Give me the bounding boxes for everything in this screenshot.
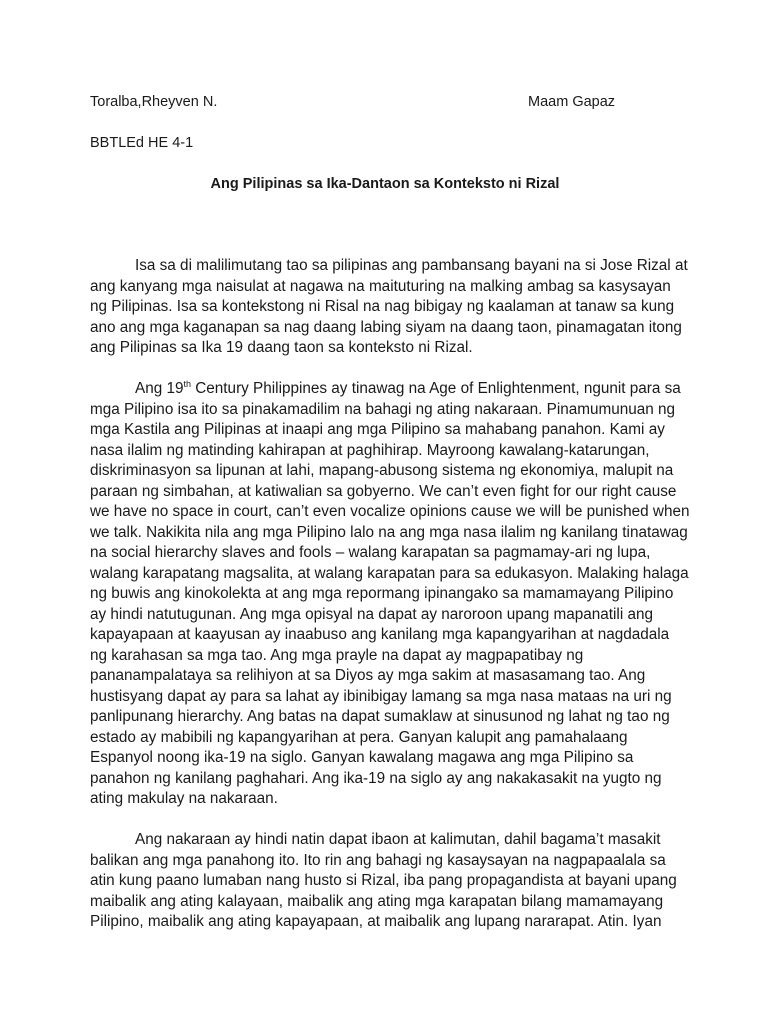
author-name: Toralba,Rheyven N. [90,94,218,110]
course-section: BBTLEd HE 4-1 [90,135,194,151]
paragraph-2-start: Ang 19 [135,380,184,397]
ordinal-superscript: th [183,378,191,389]
paragraph-2 [90,379,690,810]
document-body [90,256,690,953]
teacher-name: Maam Gapaz [528,94,616,110]
document-title: Ang Pilipinas sa Ika-Dantaon sa Konteksto ni Rizal [210,176,560,192]
paragraph-2-rest: Century Philippines ay tinawag na Age of Enlightenment, ngunit para sa mga Pilipino isa ito sa pinakamadilim na bahagi ng ating nakaraan. Pinamumunuan ng mga Kastila ang Pilipinas at inaapi ang mga Pilipino sa mahabang panahon. Kami ay nasa ilalim ng matinding kahirapan at paghihirap. Mayroong kawalang-katarungan, diskriminasyon sa lipunan at lahi, mapang-abusong sistema ng ekonomiya, malupit na paraan ng simbahan, at katiwalian sa gobyerno. We can’t even fight for our right cause we have no space in court, can’t even vocalize opinions cause we will be punished when we talk. Nakikita nila ang mga Pilipino lalo na ang mga nasa ilalim ng kanilang tinatawag na social hierarchy slaves and fools – walang karapatan sa pagmamay-ari ng lupa, walang karapatang magsalita, at walang karapatan para sa edukasyon. Malaking halaga ng buwis ang kinokolekta at ang mga repormang ipinangako sa mamamayang Pilipino ay hindi natutugunan. Ang mga opisyal na dapat ay naroroon upang mapanatili ang kapayapaan at kaayusan ay inaabuso ang kanilang mga kapangyarihan at nagdadala ng karahasan sa mga tao. Ang mga prayle na dapat ay magpapatibay ng pananampalataya sa relihiyon at sa Diyos ay mga sakim at masasamang tao. Ang hustisyang dapat ay para sa lahat ay ibinibigay lamang sa mga nasa mataas na uri ng panlipunang hierarchy. Ang batas na dapat sumaklaw at sinusunod ng lahat ng tao ng estado ay mabibili ng kapangyarihan at pera. Ganyan kalupit ang pamahalaang Espanyol noong ika-19 na siglo. Ganyan kawalang magawa ang mga Pilipino sa panahon ng kanilang paghahari. Ang ika-19 na siglo ay ang nakakasakit na yugto ng ating makulay na nakaraan. [90,380,690,807]
paragraph-3: Ang nakaraan ay hindi natin dapat ibaon at kalimutan, dahil bagama’t masakit balikan ang mga panahong ito. Ito rin ang bahagi ng kasaysayan na nagpapaalala sa atin kung paano lumaban nang husto si Rizal, iba pang propagandista at bayani upang maibalik ang ating kalayaan, maibalik ang ating mga karapatan bilang mamamayang Pilipino, maibalik ang ating kapayapaan, at maibalik ang lupang nararapat. Atin. Iyan [90,831,677,930]
paragraph-1: Isa sa di malilimutang tao sa pilipinas ang pambansang bayani na si Jose Rizal at ang kanyang mga naisulat at nagawa na maituturing na malking ambag sa kasysayan ng Pilipinas. Isa sa kontekstong ni Risal na nag bibigay ng kaalaman at tanaw sa kung ano ang mga kaganapan sa nag daang labing siyam na daang taon, pinamagatan itong ang Pilipinas sa Ika 19 daang taon sa konteksto ni Rizal. [90,257,688,356]
document-header [90,94,690,114]
